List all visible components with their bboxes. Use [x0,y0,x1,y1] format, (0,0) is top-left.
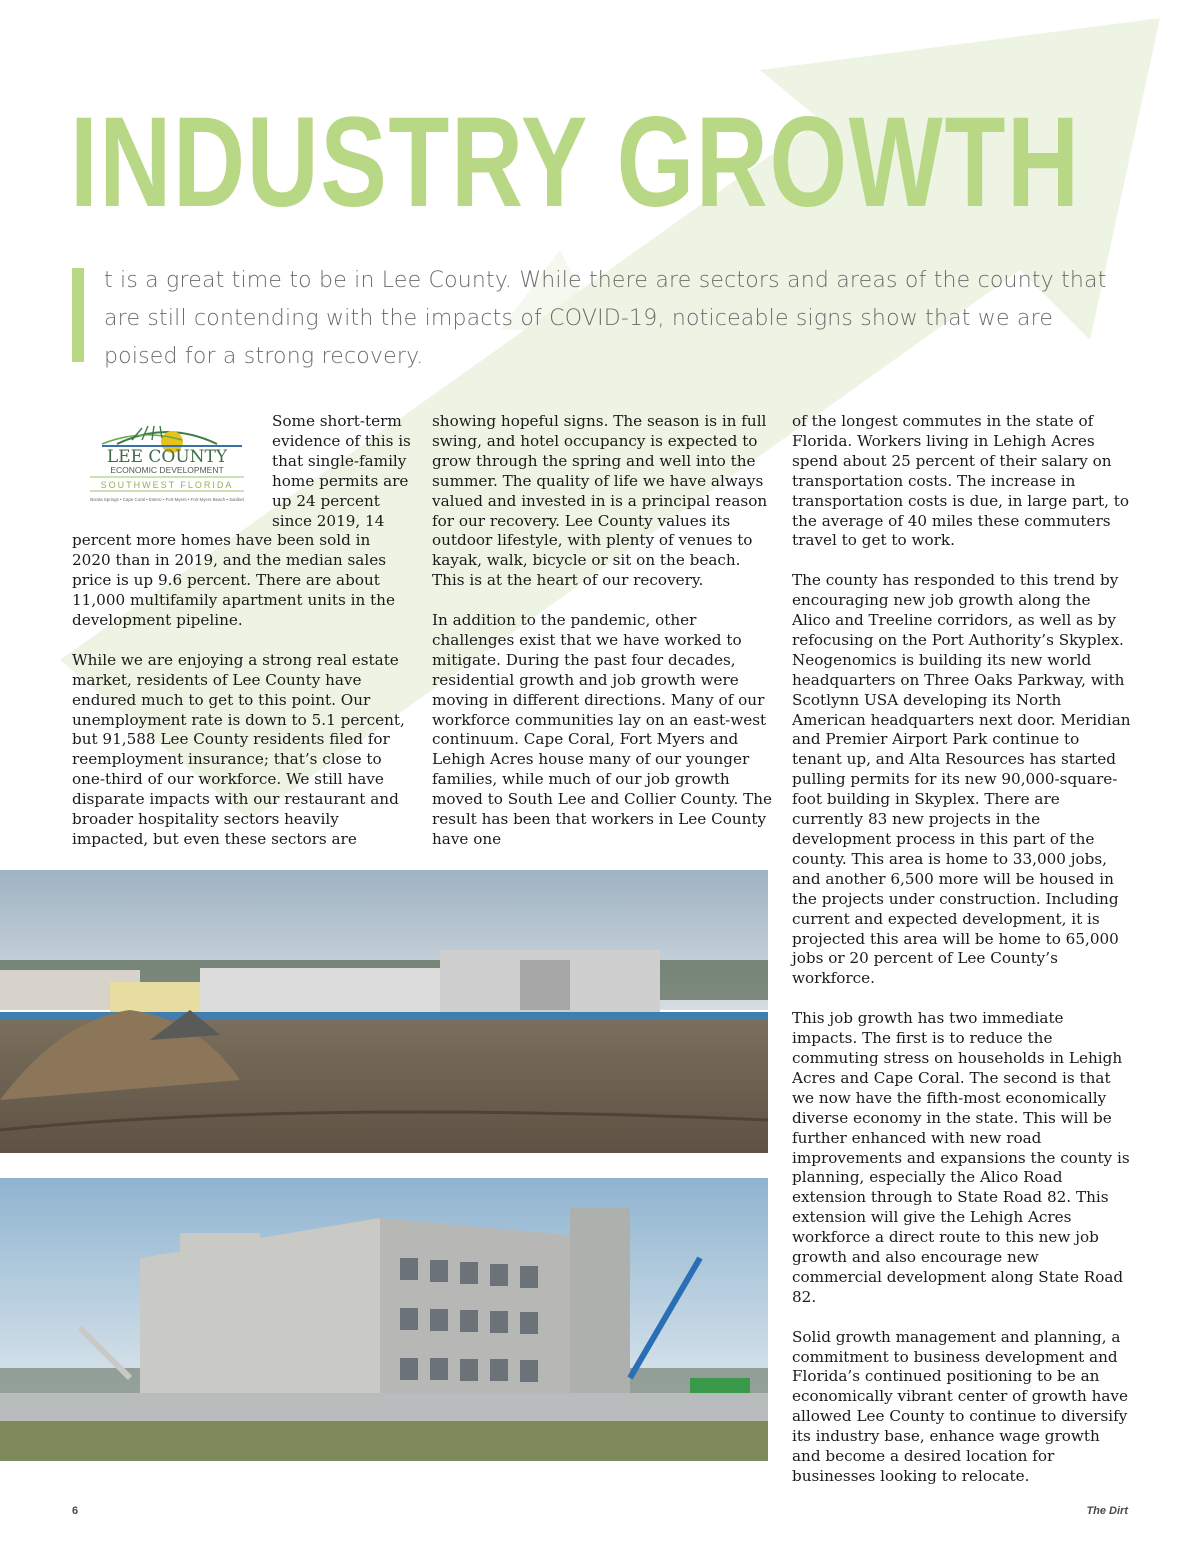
drop-cap-i [72,268,84,362]
construction-site-photo [0,870,768,1153]
logo-line-3: SOUTHWEST FLORIDA [100,480,234,490]
article-paragraph: The county has responded to this trend by encouraging new job growth along the Alico and Treeline corridors, as well as by refocusing on the Port Authority’s Skyplex. Neogenomics is building its new world headquarters on Three Oaks Parkway, with Scotlynn USA developing its North American headquarters next door. Meridian and Premier Airport Park continue to tenant up, and Alta Resources has started pulling permits for its new 90,000-square-foot building in Skyplex. There are currently 83 new projects in the development process in this part of the county. This area is home to 33,000 jobs, and another 6,500 more will be housed in the projects under construction. Including current and expected development, it is projected this area will be home to 65,000 jobs or 20 percent of Lee County’s workforce. [792,571,1131,988]
page-number: 6 [72,1505,79,1517]
intro-text: t is a great time to be in Lee County. While there are sectors and areas of the county that are still contending with the impacts of COVID-19, noticeable signs show that we are poised for a strong recovery. [104,268,1107,369]
lee-county-logo [72,420,262,512]
logo-line-2: ECONOMIC DEVELOPMENT [110,465,224,475]
office-building-photo [0,1178,768,1461]
intro-block [72,262,1112,376]
article-paragraph: showing hopeful signs. The season is in full swing, and hotel occupancy is expected to grow through the spring and well into the summer. The quality of life we have always valued and invested in is a principal reason for our recovery. Lee County values its outdoor lifestyle, with plenty of venues to kayak, walk, bicycle or sit on the beach. This is at the heart of our recovery. [432,412,768,590]
paragraph-text: Some short-term evidence of this is that single-family home permits are up 24 percent since 2019, 14 percent more homes have been sold in 2020 than in 2019, and the median sales price is up 9.6 percent. There are about 11,000 multifamily apartment units in the development pipeline. [72,412,411,630]
logo-line-4: Bonita Springs • Cape Coral • Estero • Fort Myers • Fort Myers Beach • Sanibel [90,497,244,502]
logo-line-1: LEE COUNTY [106,447,228,467]
article-column-2 [432,412,772,870]
article-paragraph: Solid growth management and planning, a commitment to business development and Florida’s continued positioning to be an economically vibrant center of growth have allowed Lee County to continue to diversify its industry base, enhance wage growth and become a desired location for businesses looking to relocate. [792,1327,1128,1485]
article-paragraph: In addition to the pandemic, other challenges exist that we have worked to mitigate. During the past four decades, residential growth and job growth were moving in different directions. Many of our workforce communities lay on an east-west continuum. Cape Coral, Fort Myers and Lehigh Acres house many of our younger families, while much of our job growth moved to South Lee and Collier County. The result has been that workers in Lee County have one [432,611,773,849]
article-column-3 [792,412,1132,1507]
article-paragraph: While we are enjoying a strong real estate market, residents of Lee County have endured much to get to this point. Our unemployment rate is down to 5.1 percent, but 91,588 Lee County residents filed for reemployment insurance; that’s close to one-third of our workforce. We still have disparate impacts with our restaurant and broader hospitality sectors heavily impacted, but even these sectors are [72,650,405,849]
publication-name: The Dirt [1086,1505,1128,1517]
article-paragraph: This job growth has two immediate impacts. The first is to reduce the commuting stress on households in Lehigh Acres and Cape Coral. The second is that we now have the fifth-most economically diverse economy in the state. This will be further enhanced with new road improvements and expansions the county is planning, especially the Alico Road extension through to State Road 82. This extension will give the Lehigh Acres workforce a direct route to this new job growth and also encourage new commercial development along State Road 82. [792,1009,1130,1306]
page-title: INDUSTRY GROWTH [70,91,1081,234]
article-paragraph: of the longest commutes in the state of Florida. Workers living in Lehigh Acres spend about 25 percent of their salary on transportation costs. The increase in transportation costs is due, in large part, to the average of 40 miles these commuters travel to get to work. [792,412,1130,550]
